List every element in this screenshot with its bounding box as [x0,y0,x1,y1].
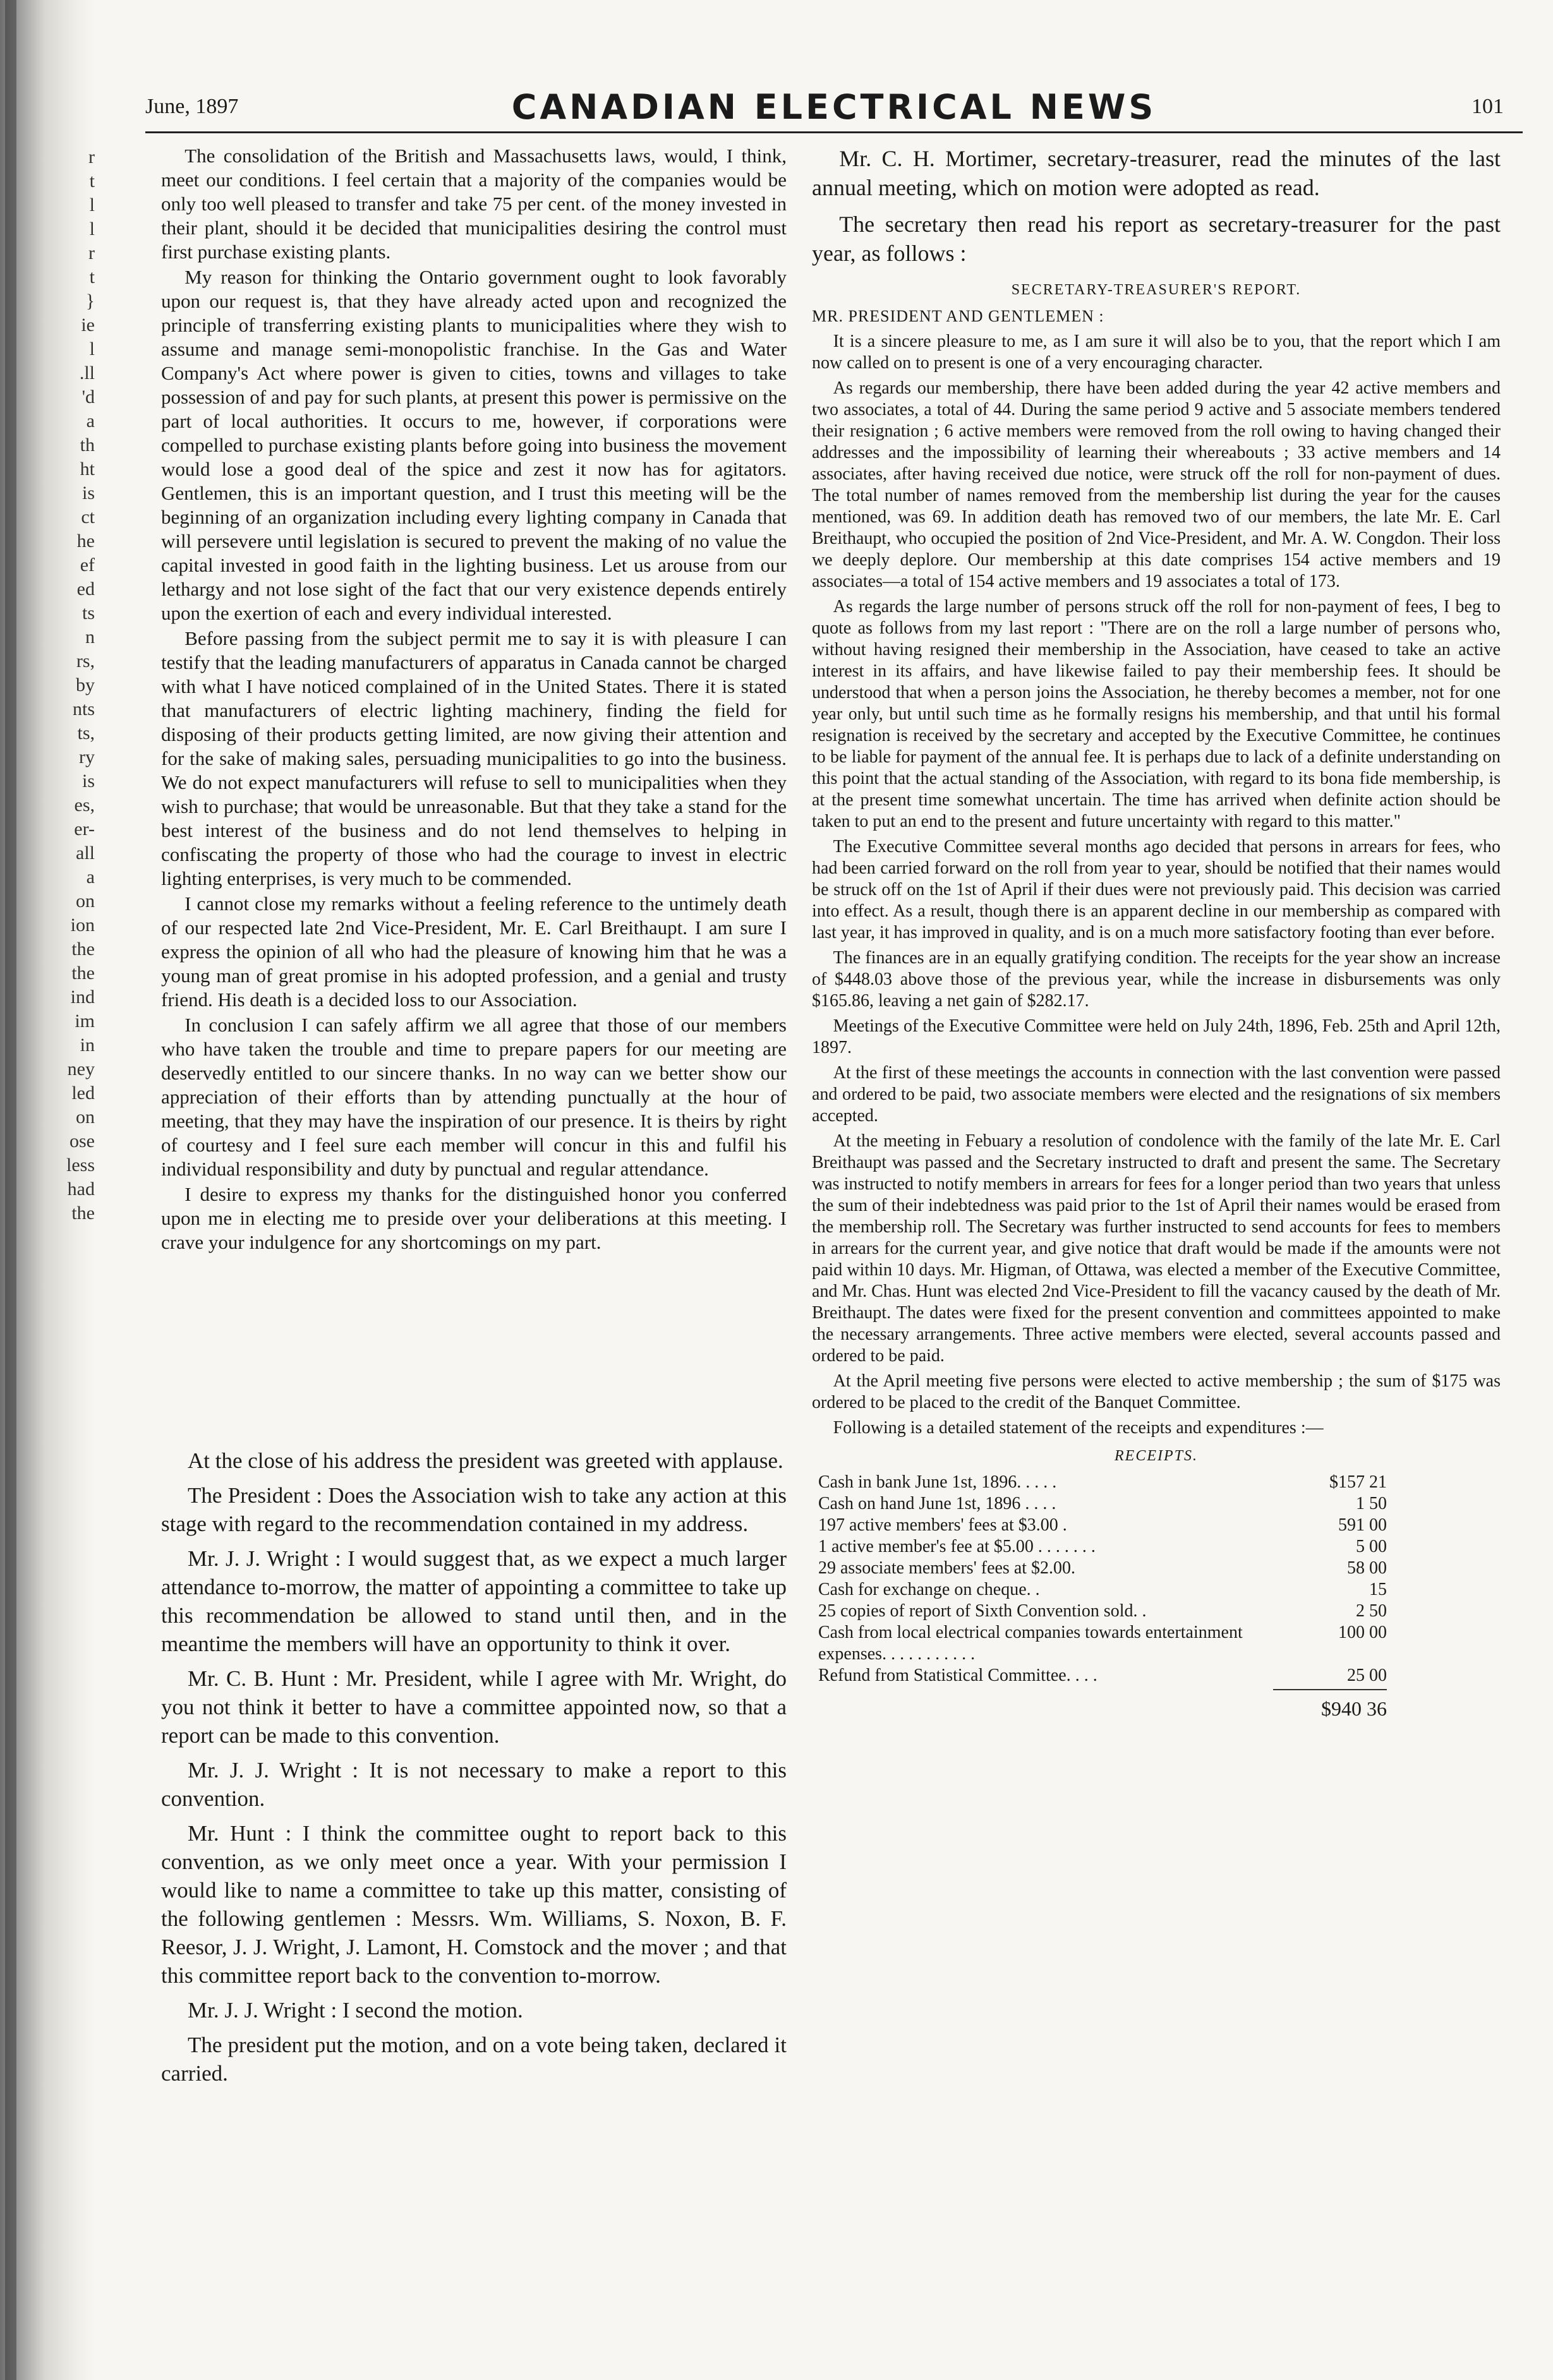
receipt-label: 197 active members' fees at $3.00 . [818,1515,1067,1535]
gutter-fragment: th [80,435,95,455]
gutter-fragment: ion [70,915,95,935]
receipt-amount: $157 21 [1329,1472,1387,1492]
gutter-fragment: the [71,963,95,983]
receipt-label: 1 active member's fee at $5.00 . . . . . . . [818,1537,1096,1556]
gutter-fragment: rs, [76,651,95,671]
address-paragraph: I desire to express my thanks for the distinguished honor you conferred upon me in electing me to preside over your deliberations at this meeting. I crave your indulgence for any shortcomings on my part. [161,1183,787,1253]
gutter-fragment: ed [76,579,95,599]
gutter-fragment: n [85,627,95,647]
receipt-label: Cash for exchange on cheque. . [818,1580,1040,1599]
gutter-fragment: .ll [79,363,95,383]
binding-shadow [5,0,16,2380]
gutter-fragment: is [82,483,95,503]
gutter-fragment: } [85,291,95,311]
proceedings-paragraph: The president put the motion, and on a vote being taken, declared it carried. [161,2033,787,2086]
gutter-fragment: nts [72,699,95,719]
gutter-fragment: less [66,1155,95,1175]
receipt-amount: 5 00 [1356,1537,1387,1556]
publication-title: CANADIAN ELECTRICAL NEWS [511,87,1157,127]
receipt-label: Refund from Statistical Committee. . . . [818,1666,1097,1685]
receipt-label: 25 copies of report of Sixth Convention sold. . [818,1601,1147,1621]
gutter-fragment: all [76,843,95,863]
gutter-fragment: ind [70,987,95,1007]
proceedings-paragraph: Mr. J. J. Wright : I second the motion. [188,1998,523,2022]
receipt-row [818,1622,1387,1665]
address-paragraph: The consolidation of the British and Massachusetts laws, would, I think, meet our conditions. I feel certain that a majority of the companies would be only too well pleased to transfer and take 75 per cent. of the money invested in their plant, should it be decided that municipalities desiring the control must first purchase existing plants. [161,145,787,263]
report-salutation: MR. PRESIDENT AND GENTLEMEN : [812,307,1104,325]
receipts-statement [812,1445,1501,1719]
gutter-fragment: r [88,243,95,263]
receipts-title: RECEIPTS. [1115,1448,1198,1464]
receipt-row [818,1579,1387,1601]
gutter-fragment: by [76,675,95,695]
gutter-fragment: led [71,1083,95,1103]
receipt-amount: 100 00 [1338,1623,1387,1642]
report-paragraph: The Executive Committee several months ago decided that persons in arrears for fees, who had been carried forward on the roll from year to year, should be notified that their names would be struck off on the 1st of April if their dues were not previously paid. This decision was carried into effect. As a result, though there is an apparent decline in our membership as compared with last year, it has improved in quality, and is on a much more satisfactory footing than ever before. [812,837,1501,942]
gutter-fragment: l [89,195,95,215]
report-paragraph: The finances are in an equally gratifying condition. The receipts for the year show an increase of $448.03 above those of the previous year, while the increase in disbursements was only $165.86, leaving a net gain of $282.17. [812,948,1501,1011]
gutter-fragment: ef [80,555,95,575]
gutter-fragment: the [71,1203,95,1223]
report-paragraph: As regards our membership, there have been added during the year 42 active members and two associates, a total of 44. During the same period 9 active and 5 associate members tendered their resignation ; 6 active members were removed from the roll owing to having changed their addresses and the impossibility of learning their whereabouts ; 33 active members and 14 associates, after having received due notice, were struck off the roll for non-payment of dues. The total number of names removed from the membership list during the year for the causes mentioned, was 69. In addition death has removed two of our members, the late Mr. E. Carl Breithaupt, who occupied the position of 2nd Vice-President, and Mr. A. W. Congdon. Their loss we deeply deplore. Our membership at this date comprises 154 active members and 19 associates—a total of 154 active members and 19 associates a total of 173. [812,378,1501,591]
report-paragraph: As regards the large number of persons struck off the roll for non-payment of fees, I beg to quote as follows from my last report : "There are on the roll a large number of persons who, without having resigned their membership in the Association, have ceased to take an active interest in its affairs, and have likewise failed to pay their membership fees. It should be understood that when a person joins the Association, he thereby becomes a member, not for one year only, but until such time as he formally resigns his membership, and that until his formal resignation is received by the secretary and accepted by the Executive Committee, he continues to be liable for payment of the annual fee. It is perhaps due to lack of a definite understanding on this point that the actual standing of the Association, with regard to its bona fide membership, is at the present time somewhat uncertain. The time has arrived when definite action should be taken to put an end to the present and future uncertainty with regard to this matter." [812,597,1501,831]
gutter-fragment: 'd [82,387,95,407]
proceedings-paragraph: Mr. C. B. Hunt : Mr. President, while I agree with Mr. Wright, do you not think it better to have a committee appointed now, so that a report can be made to this convention. [161,1666,787,1748]
issue-date: June, 1897 [145,95,239,118]
secretary-intro [812,144,1501,268]
intro-paragraph: The secretary then read his report as secretary-treasurer for the past year, as follows : [812,212,1501,266]
intro-paragraph: Mr. C. H. Mortimer, secretary-treasurer, read the minutes of the last annual meeting, which on motion were adopted as read. [812,146,1501,200]
report-paragraph: At the meeting in Febuary a resolution of condolence with the family of the late Mr. E. Carl Breithaupt was passed and the Secretary instructed to draft and present the same. The Secretary was instructed to notify members in arrears for fees for a longer period than two years that unless the sum of their indebtedness was paid prior to the 1st of April their names would be erased from the membership roll. The Secretary was further instructed to send accounts for fees to members in arrears for the current year, and give notice that draft would be made if the amounts were not paid within 10 days. Mr. Higman, of Ottawa, was elected a member of the Executive Committee, and Mr. Chas. Hunt was elected 2nd Vice-President to fill the vacancy caused by the death of Mr. Breithaupt. The dates were fixed for the present convention and committees appointed to make the necessary arrangements. Three active members were elected, several accounts passed and ordered to be paid. [812,1131,1501,1366]
left-column-address [161,144,787,1256]
gutter-fragment: on [76,891,95,911]
receipt-amount: 2 50 [1356,1601,1387,1621]
receipt-label: Cash on hand June 1st, 1896 . . . . [818,1494,1056,1513]
receipt-row [818,1601,1387,1622]
receipt-amount: 591 00 [1338,1515,1387,1535]
report-paragraph: Meetings of the Executive Committee were held on July 24th, 1896, Feb. 25th and April 12th, 1897. [812,1016,1501,1057]
gutter-fragment: a [86,867,95,887]
gutter-fragment: r [88,147,95,167]
gutter-fragment: ose [69,1131,95,1151]
receipt-label: Cash from local electrical companies towards entertainment expenses. . . . . . . . . . . [818,1623,1243,1664]
report-paragraph: At the April meeting five persons were elected to active membership ; the sum of $175 was ordered to be placed to the credit of the Banquet Committee. [812,1371,1501,1412]
proceedings-paragraph: At the close of his address the president was greeted with applause. [188,1448,783,1473]
address-paragraph: My reason for thinking the Ontario government ought to look favorably upon our request is, that they have already acted upon and recognized the principle of transferring existing plants to municipalities where they wish to assume and manage semi-monopolistic franchise. In the Gas and Water Company's Act where power is given to cities, towns and villages to take possession of and pay for such plants, at present this power is permissive on the part of local authorities. It occurs to me, however, if corporations were compelled to purchase existing plants before going into business the movement would lose a good deal of the spice and zest it now has for agitators. Gentlemen, this is an important question, and I trust this meeting will be the beginning of an organization including every lighting company in Canada that will persevere until legislation is secured to prevent the making of no value the capital invested in good faith in the lighting business. Let us arouse from our lethargy and not lose sight of the fact that our very existence depends entirely upon the exertion of each and every individual interested. [161,266,787,624]
proceedings-paragraph: Mr. J. J. Wright : It is not necessary to make a report to this convention. [161,1758,787,1811]
address-paragraph: In conclusion I can safely affirm we all agree that those of our members who have taken the trouble and time to prepare papers for our meeting are deservedly entitled to our sincere thanks. In no way can we better show our appreciation of their efforts than by attending punctually at the hour of meeting, that they may have the inspiration of our presence. It is theirs by right of courtesy and I feel sure each member will concur in this and fulfil his individual responsibility and duty by punctual and regular attendance. [161,1014,787,1180]
page-number: 101 [1471,95,1504,118]
secretary-report [812,279,1501,1719]
gutter-fragment: t [89,171,95,191]
report-paragraph: At the first of these meetings the accounts in connection with the last convention were passed and ordered to be paid, two associate members were elected and the resignations of six members accepted. [812,1063,1501,1126]
gutter-fragment: ts, [77,723,95,743]
address-paragraph: I cannot close my remarks without a feeling reference to the untimely death of our respected late 2nd Vice-President, Mr. E. Carl Breithaupt. I am sure I express the opinion of all who had the pleasure of knowing him that he was a young man of great promise in his adopted profession, and a genial and trusty friend. His death is a decided loss to our Association. [161,892,787,1011]
report-paragraphs [812,331,1501,1439]
gutter-fragment: er- [74,819,95,839]
receipt-amount: 15 [1369,1580,1387,1599]
gutter-fragment: l [89,339,95,359]
gutter-fragment: he [76,531,95,551]
gutter-fragment: im [75,1011,95,1031]
adjacent-page-fragments [38,145,95,1225]
gutter-fragment: t [89,267,95,287]
gutter-fragment: ts [82,603,95,623]
receipt-amount: 58 00 [1347,1558,1387,1578]
receipt-amount: 25 00 [1347,1666,1387,1685]
total-rule [1273,1689,1387,1690]
gutter-fragment: ct [81,507,95,527]
receipts-list [812,1472,1501,1686]
right-column [812,144,1501,1719]
receipt-row [818,1515,1387,1536]
proceedings-paragraph: Mr. J. J. Wright : I would suggest that, as we expect a much larger attendance to-morrow, the matter of appointing a committee to take up this recommendation be allowed to stand until then, and in the meantime the members will have an opportunity to think it over. [161,1546,787,1656]
gutter-fragment: the [71,939,95,959]
receipt-row [818,1558,1387,1579]
gutter-fragment: a [86,411,95,431]
receipts-total: $940 36 [1321,1697,1387,1720]
gutter-fragment: had [67,1179,95,1199]
gutter-fragment: in [80,1035,95,1055]
report-title: SECRETARY-TREASURER'S REPORT. [1011,282,1302,298]
proceedings-paragraph: The President : Does the Association wish to take any action at this stage with regard to the recommendation contained in my address. [161,1483,787,1536]
receipt-row [818,1665,1387,1686]
page-header [145,87,1523,133]
gutter-fragment: ry [79,747,95,767]
report-paragraph: It is a sincere pleasure to me, as I am sure it will also be to you, that the report which I am now called on to present is one of a very encouraging character. [812,332,1501,373]
receipt-row [818,1472,1387,1493]
receipt-row [818,1536,1387,1558]
address-paragraph: Before passing from the subject permit me to say it is with pleasure I can testify that the leading manufacturers of apparatus in Canada cannot be charged with what I have noticed complained of in the United States. There it is stated that manufacturers of electric lighting machinery, finding the field for disposing of their products getting limited, are now giving their attention and for the sake of making sales, persuading municipalities to go into the business. We do not expect manufacturers will refuse to sell to municipalities when they wish to purchase; that would be unreasonable. But that they take a stand for the best interest of the business and do not lend themselves to helping in confiscating the property of those who had the courage to invest in electric lighting enterprises, is very much to be commended. [161,627,787,889]
gutter-fragment: es, [74,795,95,815]
gutter-fragment: on [76,1107,95,1127]
gutter-fragment: is [82,771,95,791]
left-column-proceedings [161,1446,787,2094]
proceedings-paragraph: Mr. Hunt : I think the committee ought to report back to this convention, as we only meet once a year. With your permission I would like to name a committee to take up this matter, consisting of the following gentlemen : Messrs. Wm. Williams, S. Noxon, B. F. Reesor, J. J. Wright, J. Lamont, H. Comstock and the mover ; and that this committee report back to the convention to-morrow. [161,1821,787,1988]
receipt-label: Cash in bank June 1st, 1896. . . . . [818,1472,1057,1492]
receipt-row [818,1493,1387,1515]
report-paragraph: Following is a detailed statement of the receipts and expenditures :— [833,1418,1324,1438]
gutter-fragment: ht [80,459,95,479]
gutter-fragment: l [89,219,95,239]
receipt-amount: 1 50 [1356,1494,1387,1513]
receipt-label: 29 associate members' fees at $2.00. [818,1558,1076,1578]
gutter-fragment: ney [67,1059,95,1079]
gutter-fragment: ie [81,315,95,335]
